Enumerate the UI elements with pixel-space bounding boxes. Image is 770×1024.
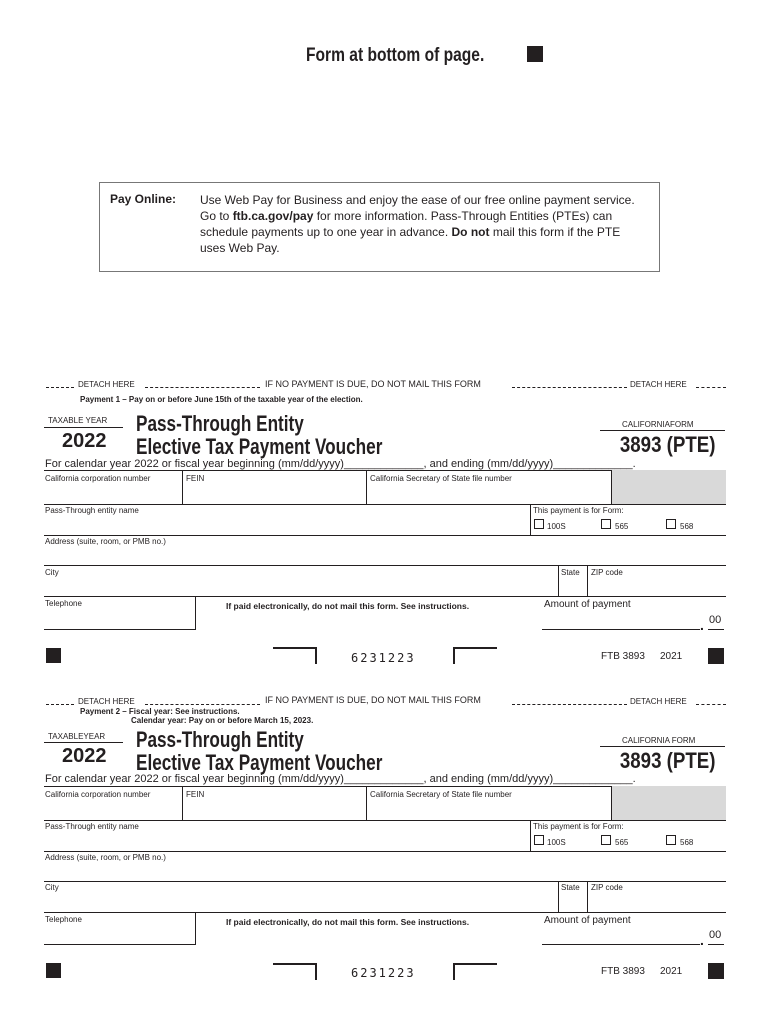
corner-mark	[273, 647, 315, 649]
amount-label: Amount of payment	[544, 599, 631, 610]
registration-mark	[527, 46, 543, 62]
corner-mark	[315, 963, 317, 980]
checkbox-100s[interactable]	[534, 835, 544, 845]
fein-label: FEIN	[186, 474, 205, 483]
zip-label: ZIP code	[591, 568, 623, 577]
divider	[558, 881, 559, 912]
tax-year: 2022	[62, 430, 107, 452]
divider	[587, 565, 588, 596]
rule	[44, 535, 726, 536]
checkbox-100s-label: 100S	[547, 838, 566, 847]
rule	[600, 746, 725, 747]
state-label: State	[561, 883, 580, 892]
corner-mark	[453, 963, 497, 965]
pay-online-line1: Use Web Pay for Business and enjoy the ease of our free online payment service.	[200, 193, 635, 207]
ftb-number: FTB 3893	[601, 966, 645, 977]
rule	[44, 596, 726, 597]
rule	[44, 912, 726, 913]
telephone-field[interactable]	[44, 925, 194, 943]
divider	[182, 470, 183, 504]
form-number: 3893 (PTE)	[619, 432, 715, 457]
california-form-label: CALIFORNIAFORM	[622, 420, 694, 429]
divider	[530, 504, 531, 535]
registration-mark	[46, 648, 61, 663]
detach-dash	[145, 387, 260, 388]
address-label: Address (suite, room, or PMB no.)	[45, 537, 166, 546]
calendar-line: For calendar year 2022 or fiscal year beginning (mm/dd/yyyy)_____________, and ending (mm/dd/yyyy)_____________.	[45, 773, 636, 785]
divider	[366, 786, 367, 820]
rule	[542, 629, 700, 630]
rule	[44, 851, 726, 852]
amount-field[interactable]	[542, 612, 702, 628]
california-form-label: CALIFORNIA FORM	[622, 736, 696, 745]
telephone-field[interactable]	[44, 609, 194, 628]
detach-dash	[512, 387, 627, 388]
detach-dash	[145, 704, 260, 705]
voucher-title-line1: Pass-Through Entity	[136, 727, 304, 752]
corp-number-field[interactable]	[44, 484, 180, 503]
shaded-area	[611, 786, 726, 820]
form-number: 3893 (PTE)	[619, 748, 715, 773]
address-field[interactable]	[44, 863, 724, 880]
checkbox-568-label: 568	[680, 838, 694, 847]
taxable-year-label: TAXABLEYEAR	[48, 732, 106, 741]
pay-online-line2: Go to ftb.ca.gov/pay for more information. Pass-Through Entities (PTEs) can	[200, 209, 613, 223]
detach-left-label: DETACH HERE	[78, 697, 135, 706]
amount-field[interactable]	[542, 928, 702, 943]
divider	[195, 912, 196, 944]
checkbox-568[interactable]	[666, 835, 676, 845]
barcode-number: 6231223	[351, 651, 416, 665]
checkbox-565[interactable]	[601, 519, 611, 529]
divider	[366, 470, 367, 504]
sos-label: California Secretary of State file number	[370, 474, 512, 483]
corp-number-label: California corporation number	[45, 474, 151, 483]
fein-field[interactable]	[185, 800, 364, 819]
divider	[195, 596, 196, 629]
corp-number-label: California corporation number	[45, 790, 151, 799]
registration-mark	[708, 648, 724, 664]
rule	[44, 629, 196, 630]
detach-center-label: IF NO PAYMENT IS DUE, DO NOT MAIL THIS FORM	[265, 379, 481, 389]
rule	[600, 430, 725, 431]
payment-note-line1: Payment 2 – Fiscal year: See instructions.	[80, 707, 240, 716]
divider	[182, 786, 183, 820]
barcode-number: 6231223	[351, 966, 416, 980]
electronic-note: If paid electronically, do not mail this form. See instructions.	[226, 917, 470, 927]
voucher-title-line2: Elective Tax Payment Voucher	[136, 750, 383, 775]
registration-mark	[708, 963, 724, 979]
electronic-note: If paid electronically, do not mail this form. See instructions.	[226, 601, 470, 611]
address-field[interactable]	[44, 547, 724, 564]
payment-note-line2: Calendar year: Pay on or before March 15, 2023.	[131, 716, 314, 725]
detach-dash	[696, 704, 726, 705]
ftb-year: 2021	[660, 966, 683, 977]
pay-online-text	[200, 192, 655, 256]
address-label: Address (suite, room, or PMB no.)	[45, 853, 166, 862]
fein-label: FEIN	[186, 790, 205, 799]
checkbox-565-label: 565	[615, 838, 629, 847]
rule	[708, 629, 724, 630]
divider	[587, 881, 588, 912]
corner-mark	[315, 647, 317, 664]
ftb-year: 2021	[660, 651, 683, 662]
corner-mark	[453, 647, 497, 649]
pay-online-line4: uses Web Pay.	[200, 241, 280, 255]
sos-field[interactable]	[369, 484, 609, 503]
telephone-label: Telephone	[45, 599, 82, 608]
payment-note: Payment 1 – Pay on or before June 15th of the taxable year of the election.	[80, 395, 363, 404]
detach-dash	[696, 387, 726, 388]
sos-field[interactable]	[369, 800, 609, 819]
divider	[530, 820, 531, 851]
divider	[558, 565, 559, 596]
rule	[44, 944, 196, 945]
checkbox-568[interactable]	[666, 519, 676, 529]
detach-dash	[46, 387, 74, 388]
pay-online-line3: schedule payments up to one year in advance. Do not mail this form if the PTE	[200, 225, 621, 239]
rule	[708, 944, 724, 945]
payment-for-label: This payment is for Form:	[533, 822, 624, 831]
checkbox-565-label: 565	[615, 522, 629, 531]
entity-name-field[interactable]	[44, 832, 528, 850]
detach-right-label: DETACH HERE	[630, 380, 687, 389]
detach-left-label: DETACH HERE	[78, 380, 135, 389]
city-label: City	[45, 568, 59, 577]
detach-center-label: IF NO PAYMENT IS DUE, DO NOT MAIL THIS FORM	[265, 695, 481, 705]
entity-name-label: Pass-Through entity name	[45, 822, 139, 831]
checkbox-568-label: 568	[680, 522, 694, 531]
rule	[542, 944, 700, 945]
checkbox-100s[interactable]	[534, 519, 544, 529]
detach-dash	[46, 704, 74, 705]
calendar-line: For calendar year 2022 or fiscal year beginning (mm/dd/yyyy)_____________, and ending (mm/dd/yyyy)_____________.	[45, 458, 636, 470]
page-title: Form at bottom of page.	[306, 45, 485, 66]
payment-for-label: This payment is for Form:	[533, 506, 624, 515]
zip-label: ZIP code	[591, 883, 623, 892]
city-label: City	[45, 883, 59, 892]
city-field[interactable]	[44, 893, 556, 910]
rule	[44, 742, 123, 743]
rule	[44, 820, 726, 821]
telephone-label: Telephone	[45, 915, 82, 924]
cents-value: 00	[709, 614, 722, 626]
voucher-title-line1: Pass-Through Entity	[136, 411, 304, 436]
amount-label: Amount of payment	[544, 915, 631, 926]
cents-value: 00	[709, 929, 722, 941]
entity-name-label: Pass-Through entity name	[45, 506, 139, 515]
shaded-area	[611, 470, 726, 504]
ftb-pay-link[interactable]: ftb.ca.gov/pay	[232, 209, 314, 223]
corner-mark	[453, 647, 455, 664]
checkbox-565[interactable]	[601, 835, 611, 845]
fein-field[interactable]	[185, 484, 364, 503]
corp-number-field[interactable]	[44, 800, 180, 819]
rule	[44, 565, 726, 566]
city-field[interactable]	[44, 578, 556, 595]
pay-online-label: Pay Online:	[110, 192, 177, 206]
rule	[44, 881, 726, 882]
decimal-point: .	[700, 932, 704, 948]
corner-mark	[453, 963, 455, 980]
sos-label: California Secretary of State file number	[370, 790, 512, 799]
taxable-year-label: TAXABLE YEAR	[48, 416, 108, 425]
registration-mark	[46, 963, 61, 978]
entity-name-field[interactable]	[44, 516, 528, 534]
rule	[44, 427, 123, 428]
rule	[44, 504, 726, 505]
state-label: State	[561, 568, 580, 577]
voucher-title-line2: Elective Tax Payment Voucher	[136, 434, 383, 459]
checkbox-100s-label: 100S	[547, 522, 566, 531]
tax-year: 2022	[62, 745, 107, 767]
corner-mark	[273, 963, 315, 965]
detach-right-label: DETACH HERE	[630, 697, 687, 706]
detach-dash	[512, 704, 627, 705]
decimal-point: .	[700, 617, 704, 633]
ftb-number: FTB 3893	[601, 651, 645, 662]
